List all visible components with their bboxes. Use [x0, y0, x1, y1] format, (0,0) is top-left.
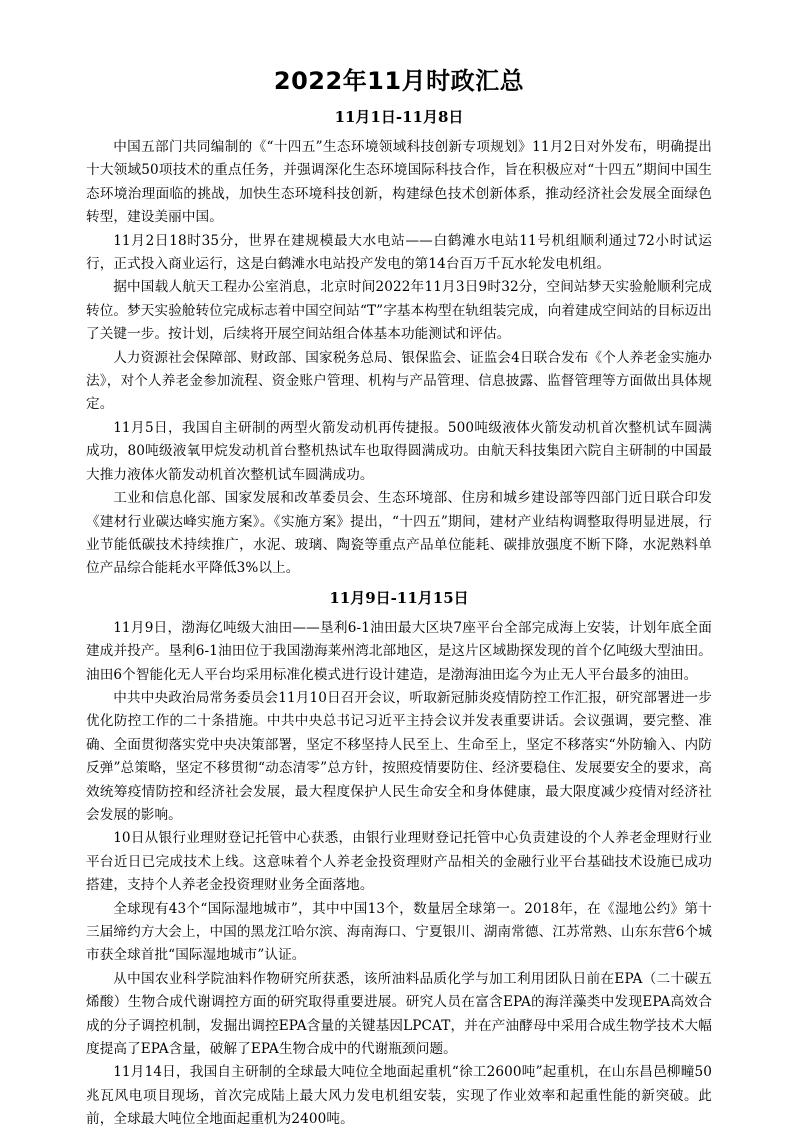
- paragraph-rocket-engines: 11月5日，我国自主研制的两型火箭发动机再传捷报。500吨级液体火箭发动机首次整机试车圆满成功，80吨级液氧甲烷发动机首台整机热试车也取得圆满成功。由航天科技集团六院自主研制的中国最大推力液体火箭发动机首次整机试车圆满成功。: [86, 419, 712, 483]
- paragraph-kenli-oilfield: 11月9日，渤海亿吨级大油田——垦利6-1油田最大区块7座平台全部完成海上安装，计划年底全面建成并投产。垦利6-1油田位于我国渤海莱州湾北部地区，是这片区域勘探发现的首个亿吨级大型油田。油田6个智能化无人平台均采用标准化模式进行设计建造，是渤海油田迄今为止无人平台最多的油田。: [86, 619, 712, 683]
- section-heading: 11月1日-11月8日: [334, 108, 464, 126]
- paragraph-building-materials-carbon: 工业和信息化部、国家发展和改革委员会、生态环境部、住房和城乡建设部等四部门近日联合印发《建材行业碳达峰实施方案》。《实施方案》提出，“十四五”期间，建材产业结构调整取得明显进展，行业节能低碳技术持续推广，水泥、玻璃、陶瓷等重点产品单位能耗、碳排放强度不断下降，水泥熟料单位产品综合能耗水平降低3%以上。: [86, 490, 712, 577]
- paragraph-baihetan-hydropower: 11月2日18时35分，世界在建规模最大水电站——白鹤滩水电站11号机组顺利通过72小时试运行，正式投入商业运行，这是白鹤滩水电站投产发电的第14台百万千瓦水轮发电机组。: [86, 232, 712, 273]
- section-heading: 11月9日-11月15日: [329, 588, 469, 607]
- paragraph-wetland-cities: 全球现有43个“国际湿地城市”，其中中国13个，数量居全球第一。2018年，在《湿地公约》第十三届缔约方大会上，中国的黑龙江哈尔滨、海南海口、宁夏银川、湖南常德、江苏常熟、山东东营6个城市获全球首批“国际湿地城市”认证。: [86, 900, 712, 964]
- document-title: 2022年11月时政汇总: [273, 67, 525, 95]
- paragraph-covid-measures: 中共中央政治局常务委员会11月10日召开会议，听取新冠肺炎疫情防控工作汇报，研究部署进一步优化防控工作的二十条措施。中共中央总书记习近平主持会议并发表重要讲话。会议强调，要完整、准确、全面贯彻落实党中央决策部署，坚定不移坚持人民至上、生命至上，坚定不移落实“外防输入、内防反弹”总策略，坚定不移贯彻“动态清零”总方针，按照疫情要防住、经济要稳住、发展要安全的要求，高效统筹疫情防控和经济社会发展，最大程度保护人民生命安全和身体健康，最大限度减少疫情对经济社会发展的影响。: [86, 689, 712, 823]
- document-page: [86, 56, 712, 1132]
- paragraph-pension-platform: 10日从银行业理财登记托管中心获悉，由银行业理财登记托管中心负责建设的个人养老金理财行业平台近日已完成技术上线。这意味着个人养老金投资理财产品相关的金融行业平台基础技术设施已成功搭建，支持个人养老金投资理财业务全面落地。: [86, 830, 712, 894]
- paragraph-personal-pension: 人力资源社会保障部、财政部、国家税务总局、银保监会、证监会4日联合发布《个人养老金实施办法》，对个人养老金参加流程、资金账户管理、机构与产品管理、信息披露、监督管理等方面做出具体规定。: [86, 349, 712, 413]
- paragraph-eco-tech-plan: 中国五部门共同编制的《“十四五”生态环境领域科技创新专项规划》11月2日对外发布，明确提出十大领域50项技术的重点任务，并强调深化生态环境国际科技合作，旨在积极应对“十四五”期间中国生态环境治理面临的挑战，加快生态环境科技创新，构建绿色技术创新体系，推动经济社会发展全面绿色转型，建设美丽中国。: [86, 139, 712, 226]
- section-nov-1-8: [86, 106, 712, 581]
- paragraph-xcmg-crane: 11月14日，我国自主研制的全球最大吨位全地面起重机“徐工2600吨”起重机，在山东昌邑柳疃50兆瓦风电项目现场，首次完成陆上最大风力发电机组安装，实现了作业效率和起重性能的新突破。此前，全球最大吨位全地面起重机为2400吨。: [86, 1064, 712, 1128]
- paragraph-mengtian-module: 据中国载人航天工程办公室消息，北京时间2022年11月3日9时32分，空间站梦天实验舱顺利完成转位。梦天实验舱转位完成标志着中国空间站“T”字基本构型在轨组装完成，向着建成空间站的目标迈出了关键一步。按计划，后续将开展空间站组合体基本功能测试和评估。: [86, 279, 712, 343]
- paragraph-epa-research: 从中国农业科学院油料作物研究所获悉，该所油料品质化学与加工利用团队日前在EPA（二十碳五烯酸）生物合成代谢调控方面的研究取得重要进展。研究人员在富含EPA的海洋藻类中发现EPA高效合成的分子调控机制，发掘出调控EPA含量的关键基因LPCAT，并在产油酵母中采用合成生物学技术大幅度提高了EPA含量，破解了EPA生物合成中的代谢瓶颈问题。: [86, 970, 712, 1058]
- section-nov-9-15: [86, 587, 712, 1132]
